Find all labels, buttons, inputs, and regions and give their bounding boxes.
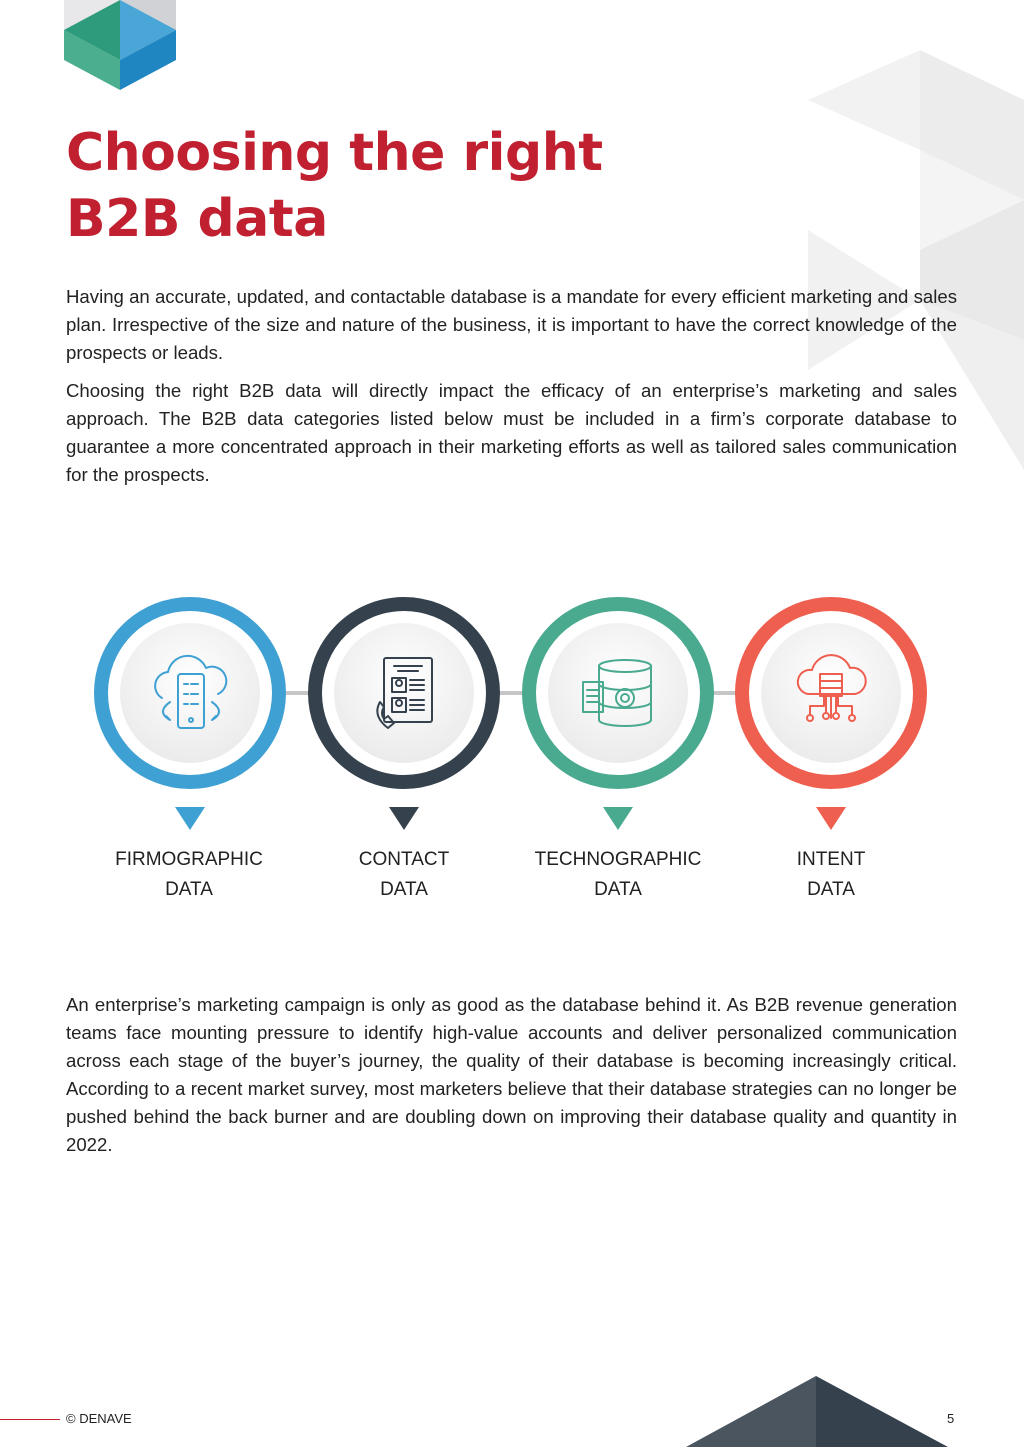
closing-paragraph: An enterprise’s marketing campaign is only as good as the database behind it. As B2B revenue generation teams face mounting pressure to identify high-value accounts and deliver personalized communication across each stage of the buyer’s journey, the quality of their database is becoming increasingly critical. According to a recent market survey, most marketers believe that their database strategies can no longer be pushed behind the back burner and are doubling down on improving their database quality and quantity in 2022.	[66, 994, 957, 1155]
page-number: 5	[947, 1411, 955, 1426]
decorative-footer-triangle	[686, 1376, 948, 1447]
contact-circle	[315, 604, 493, 830]
intent-circle	[742, 604, 920, 830]
footer-copyright: © DENAVE	[66, 1411, 132, 1426]
technographic-pointer	[603, 807, 633, 830]
categories-paragraph: Choosing the right B2B data will directly impact the efficacy of an enterprise’s marketing and sales approach. The B2B data categories listed below must be included in a firm’s corporate database to guarantee a more concentrated approach in their marketing efforts as well as tailored sales communication for the prospects.	[66, 380, 957, 485]
intent-pointer	[816, 807, 846, 830]
firmographic-circle	[101, 604, 279, 830]
brand-logo-icon	[64, 0, 176, 90]
title-line-1: Choosing the right	[66, 123, 603, 183]
firmographic-pointer	[175, 807, 205, 830]
category-label-technographic: TECHNOGRAPHIC DATA	[534, 849, 702, 900]
contact-pointer	[389, 807, 419, 830]
intro-paragraph: Having an accurate, updated, and contactable database is a mandate for every efficient marketing and sales plan. Irrespective of the size and nature of the business, it is important to have the correct knowledge of the prospects or leads.	[66, 286, 957, 363]
category-label-intent: INTENT DATA	[796, 849, 866, 900]
footer-divider	[0, 1419, 60, 1420]
title-line-2: B2B data	[66, 189, 328, 249]
category-label-firmographic: FIRMOGRAPHIC DATA	[115, 849, 263, 900]
page-title	[66, 120, 766, 252]
technographic-circle	[529, 604, 707, 830]
category-label-contact: CONTACT DATA	[358, 849, 450, 900]
